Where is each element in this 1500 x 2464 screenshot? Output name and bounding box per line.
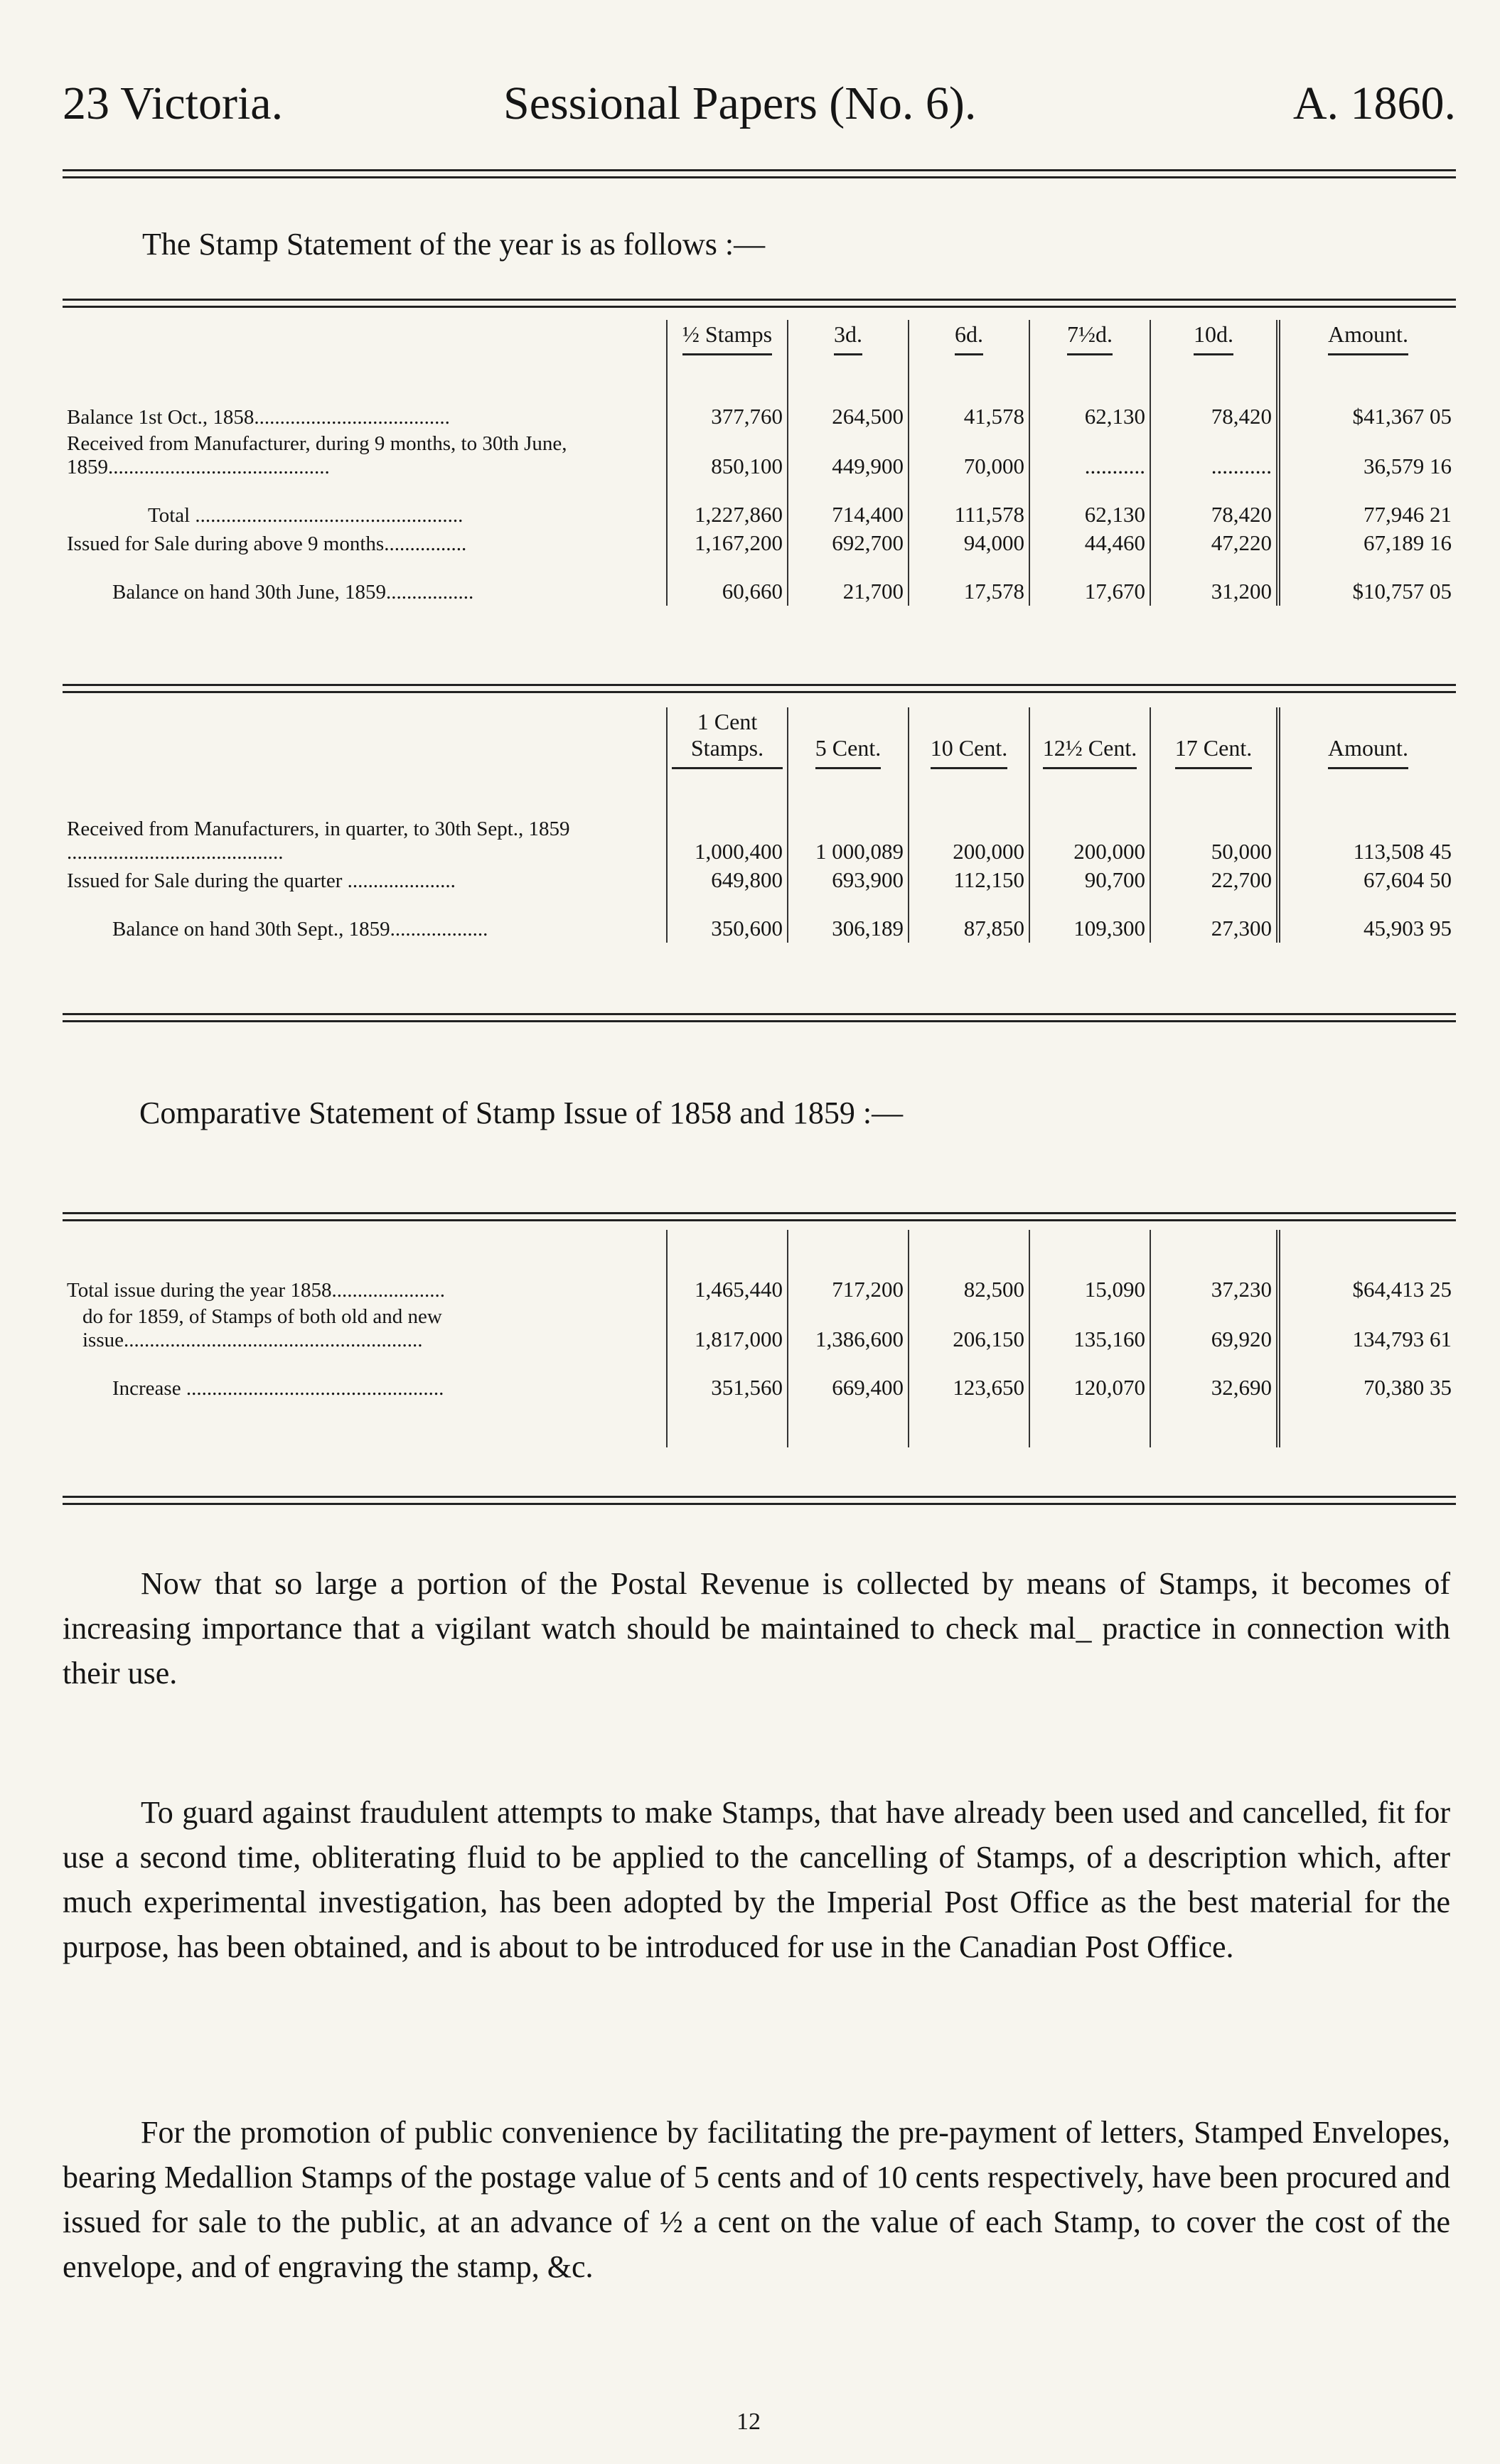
cell: 47,220 bbox=[1150, 529, 1278, 557]
cell: 44,460 bbox=[1029, 529, 1150, 557]
table-row bbox=[63, 1304, 1456, 1354]
table2-bottom-rule bbox=[63, 1013, 1456, 1022]
table-row bbox=[63, 577, 1456, 606]
header-title: Sessional Papers (No. 6). bbox=[503, 77, 977, 129]
cell: 850,100 bbox=[667, 431, 788, 481]
cell: 1 000,089 bbox=[788, 816, 909, 866]
cell: 21,700 bbox=[788, 577, 909, 606]
amount-cell: 70,380 35 bbox=[1278, 1373, 1456, 1402]
cell: 22,700 bbox=[1150, 866, 1278, 894]
cell: 94,000 bbox=[909, 529, 1029, 557]
cell: 15,090 bbox=[1029, 1275, 1150, 1304]
table-row bbox=[63, 431, 1456, 481]
row-label: Total .................................................... bbox=[148, 504, 464, 527]
row-label: Issued for Sale during the quarter ..................... bbox=[67, 869, 456, 892]
cell: 111,578 bbox=[909, 500, 1029, 529]
cell: 31,200 bbox=[1150, 577, 1278, 606]
table1-col-half-stamps: ½ Stamps bbox=[682, 321, 772, 355]
cell: 109,300 bbox=[1029, 914, 1150, 943]
cell: 1,167,200 bbox=[667, 529, 788, 557]
cell: 1,000,400 bbox=[667, 816, 788, 866]
table-row bbox=[63, 1275, 1456, 1304]
comparative-caption: Comparative Statement of Stamp Issue of 1858 and 1859 :— bbox=[139, 1096, 904, 1130]
amount-cell: 67,189 16 bbox=[1278, 529, 1456, 557]
table-row bbox=[63, 1373, 1456, 1402]
cell: 90,700 bbox=[1029, 866, 1150, 894]
header-year: A. 1860. bbox=[1292, 77, 1456, 129]
cell: 32,690 bbox=[1150, 1373, 1278, 1402]
cell: 60,660 bbox=[667, 577, 788, 606]
cell: 264,500 bbox=[788, 402, 909, 431]
cell: 1,817,000 bbox=[667, 1304, 788, 1354]
table2-top-rule bbox=[63, 684, 1456, 693]
cell: 669,400 bbox=[788, 1373, 909, 1402]
page-number: 12 bbox=[736, 2409, 761, 2435]
cell: 50,000 bbox=[1150, 816, 1278, 866]
amount-cell: $10,757 05 bbox=[1278, 577, 1456, 606]
table2-col-12half-cent: 12½ Cent. bbox=[1043, 735, 1137, 769]
cell: 120,070 bbox=[1029, 1373, 1150, 1402]
table-row bbox=[63, 866, 1456, 894]
table2-col-amount: Amount. bbox=[1328, 735, 1408, 769]
table1-col-amount: Amount. bbox=[1328, 321, 1408, 355]
table2-col-10-cent: 10 Cent. bbox=[931, 735, 1007, 769]
cell: ........... bbox=[1029, 431, 1150, 481]
cell: 78,420 bbox=[1150, 402, 1278, 431]
cell: 1,227,860 bbox=[667, 500, 788, 529]
amount-cell: 36,579 16 bbox=[1278, 431, 1456, 481]
cell: 377,760 bbox=[667, 402, 788, 431]
cell: 70,000 bbox=[909, 431, 1029, 481]
stamp-statement-table-1 bbox=[63, 320, 1456, 606]
table1-col-10d: 10d. bbox=[1194, 321, 1233, 355]
cell: 112,150 bbox=[909, 866, 1029, 894]
table-row bbox=[63, 500, 1456, 529]
cell: 62,130 bbox=[1029, 402, 1150, 431]
stamp-statement-table-2 bbox=[63, 707, 1456, 943]
cell: 351,560 bbox=[667, 1373, 788, 1402]
cell: 692,700 bbox=[788, 529, 909, 557]
cell: 62,130 bbox=[1029, 500, 1150, 529]
amount-cell: 113,508 45 bbox=[1278, 816, 1456, 866]
table3-bottom-rule bbox=[63, 1496, 1456, 1505]
table2-col-5-cent: 5 Cent. bbox=[815, 735, 881, 769]
row-label: Received from Manufacturer, during 9 months, to 30th June, 1859........................................... bbox=[67, 432, 567, 478]
table2-col-17-cent: 17 Cent. bbox=[1175, 735, 1252, 769]
row-label: Received from Manufacturers, in quarter, to 30th Sept., 1859 .......................................... bbox=[67, 818, 570, 864]
amount-cell: 77,946 21 bbox=[1278, 500, 1456, 529]
cell: 693,900 bbox=[788, 866, 909, 894]
table-row bbox=[63, 529, 1456, 557]
amount-cell: 45,903 95 bbox=[1278, 914, 1456, 943]
row-label: Total issue during the year 1858...................... bbox=[67, 1279, 445, 1302]
row-label: Balance on hand 30th June, 1859................. bbox=[112, 581, 474, 604]
cell: 17,670 bbox=[1029, 577, 1150, 606]
cell: 350,600 bbox=[667, 914, 788, 943]
cell: 1,386,600 bbox=[788, 1304, 909, 1354]
cell: 200,000 bbox=[909, 816, 1029, 866]
running-head bbox=[63, 68, 1456, 139]
row-label: Issued for Sale during above 9 months................ bbox=[67, 532, 467, 555]
row-label: Balance 1st Oct., 1858...................................... bbox=[67, 406, 450, 429]
table1-col-6d: 6d. bbox=[955, 321, 983, 355]
row-label: Balance on hand 30th Sept., 1859................... bbox=[112, 918, 488, 941]
row-label: do for 1859, of Stamps of both old and new issue.......................................................... bbox=[82, 1305, 442, 1351]
intro-text: The Stamp Statement of the year is as follows :— bbox=[142, 227, 766, 262]
cell: 123,650 bbox=[909, 1373, 1029, 1402]
cell: 27,300 bbox=[1150, 914, 1278, 943]
cell: 206,150 bbox=[909, 1304, 1029, 1354]
cell: 449,900 bbox=[788, 431, 909, 481]
comparative-table bbox=[63, 1230, 1456, 1447]
cell: 200,000 bbox=[1029, 816, 1150, 866]
cell: 69,920 bbox=[1150, 1304, 1278, 1354]
cell: 78,420 bbox=[1150, 500, 1278, 529]
cell: 41,578 bbox=[909, 402, 1029, 431]
paragraph-obliterating-fluid: To guard against fraudulent attempts to make Stamps, that have already been used and cancelled, fit for use a second time, obliterating fluid to be applied to the cancelling of Stamps, of a description which, after much experimental investigation, has been adopted by the Imperial Post Office as the best material for the purpose, has been obtained, and is about to be introduced for use in the Canadian Post Office. bbox=[63, 1795, 1450, 1964]
table-row bbox=[63, 402, 1456, 431]
table2-header-row bbox=[63, 707, 1456, 771]
paragraph-stamped-envelopes: For the promotion of public convenience by facilitating the pre-payment of letters, Stamped Envelopes, bearing Medallion Stamps of the postage value of 5 cents and of 10 cents respectively, have been procured and issued for sale to the public, at an advance of ½ a cent on the value of each Stamp, to cover the cost of the envelope, and of engraving the stamp, &c. bbox=[63, 2115, 1450, 2284]
table-row bbox=[63, 914, 1456, 943]
cell: 37,230 bbox=[1150, 1275, 1278, 1304]
table2-col-1-cent: 1 Cent Stamps. bbox=[672, 709, 783, 769]
table1-col-7halfd: 7½d. bbox=[1067, 321, 1113, 355]
paragraph-stamps-revenue: Now that so large a portion of the Postal Revenue is collected by means of Stamps, it becomes of increasing importance that a vigilant watch should be maintained to check mal_ practice in connection with their use. bbox=[63, 1566, 1450, 1691]
cell: 82,500 bbox=[909, 1275, 1029, 1304]
table1-top-rule bbox=[63, 299, 1456, 308]
cell: 717,200 bbox=[788, 1275, 909, 1304]
amount-cell: $41,367 05 bbox=[1278, 402, 1456, 431]
row-label: Increase .................................................. bbox=[112, 1377, 444, 1400]
header-rule bbox=[63, 169, 1456, 178]
table-row bbox=[63, 816, 1456, 866]
cell: 135,160 bbox=[1029, 1304, 1150, 1354]
cell: ........... bbox=[1150, 431, 1278, 481]
table1-header-row bbox=[63, 320, 1456, 357]
cell: 87,850 bbox=[909, 914, 1029, 943]
table1-col-3d: 3d. bbox=[834, 321, 862, 355]
cell: 1,465,440 bbox=[667, 1275, 788, 1304]
amount-cell: $64,413 25 bbox=[1278, 1275, 1456, 1304]
amount-cell: 67,604 50 bbox=[1278, 866, 1456, 894]
table3-top-rule bbox=[63, 1212, 1456, 1221]
cell: 649,800 bbox=[667, 866, 788, 894]
cell: 714,400 bbox=[788, 500, 909, 529]
cell: 17,578 bbox=[909, 577, 1029, 606]
header-session: 23 Victoria. bbox=[63, 77, 284, 129]
cell: 306,189 bbox=[788, 914, 909, 943]
amount-cell: 134,793 61 bbox=[1278, 1304, 1456, 1354]
